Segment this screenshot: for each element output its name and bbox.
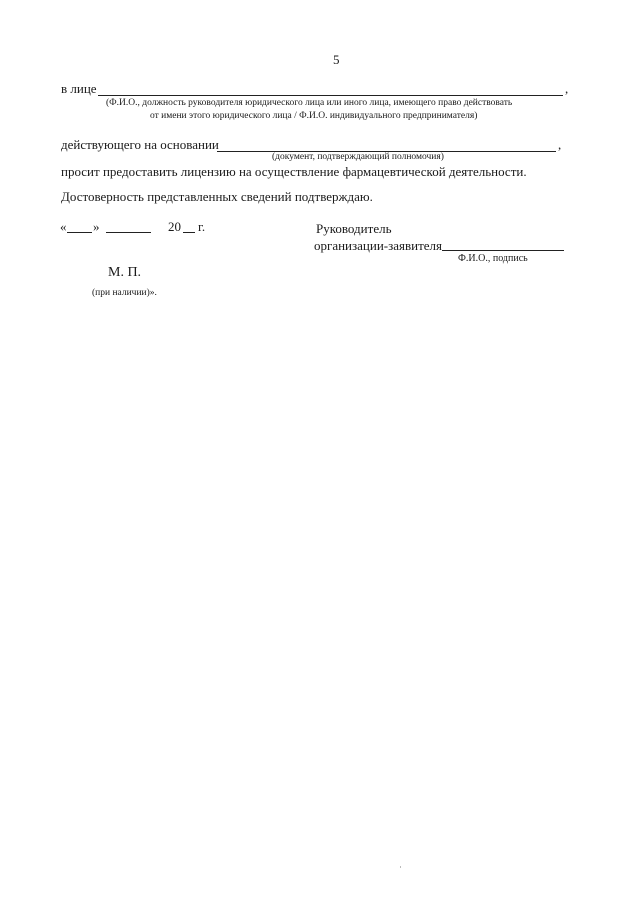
- page-number: 5: [333, 52, 340, 67]
- signature-field-line: [442, 250, 564, 251]
- representative-label: в лице: [61, 81, 97, 96]
- basis-caption: (документ, подтверждающий полномочия): [272, 152, 444, 162]
- date-year-line: [183, 232, 195, 233]
- signatory-line1: Руководитель: [316, 221, 392, 236]
- representative-caption-line1: (Ф.И.О., должность руководителя юридического лица или иного лица, имеющего право действовать: [106, 98, 513, 108]
- date-day-line: [67, 232, 92, 233]
- representative-trailing-comma: ,: [565, 81, 569, 96]
- signatory-line2: организации-заявителя: [314, 238, 443, 253]
- confirm-text: Достоверность представленных сведений подтверждаю.: [61, 189, 373, 204]
- date-year-suffix: г.: [198, 219, 206, 234]
- date-year-prefix: 20: [168, 219, 181, 234]
- signatory-caption: Ф.И.О., подпись: [458, 253, 528, 264]
- request-text: просит предоставить лицензию на осуществление фармацевтической деятельности.: [61, 164, 527, 179]
- date-open-quote: «: [60, 219, 67, 234]
- date-close-quote: »: [93, 219, 100, 234]
- basis-label: действующего на основании: [61, 137, 219, 152]
- date-month-line: [106, 232, 151, 233]
- basis-trailing-comma: ,: [558, 137, 562, 152]
- stamp-label: М. П.: [108, 265, 142, 280]
- representative-caption-line2: от имени этого юридического лица / Ф.И.О. индивидуального предпринимателя): [150, 111, 478, 121]
- stamp-note: (при наличии)».: [92, 288, 157, 298]
- scan-speck: [400, 866, 401, 868]
- representative-field-line: [98, 95, 563, 96]
